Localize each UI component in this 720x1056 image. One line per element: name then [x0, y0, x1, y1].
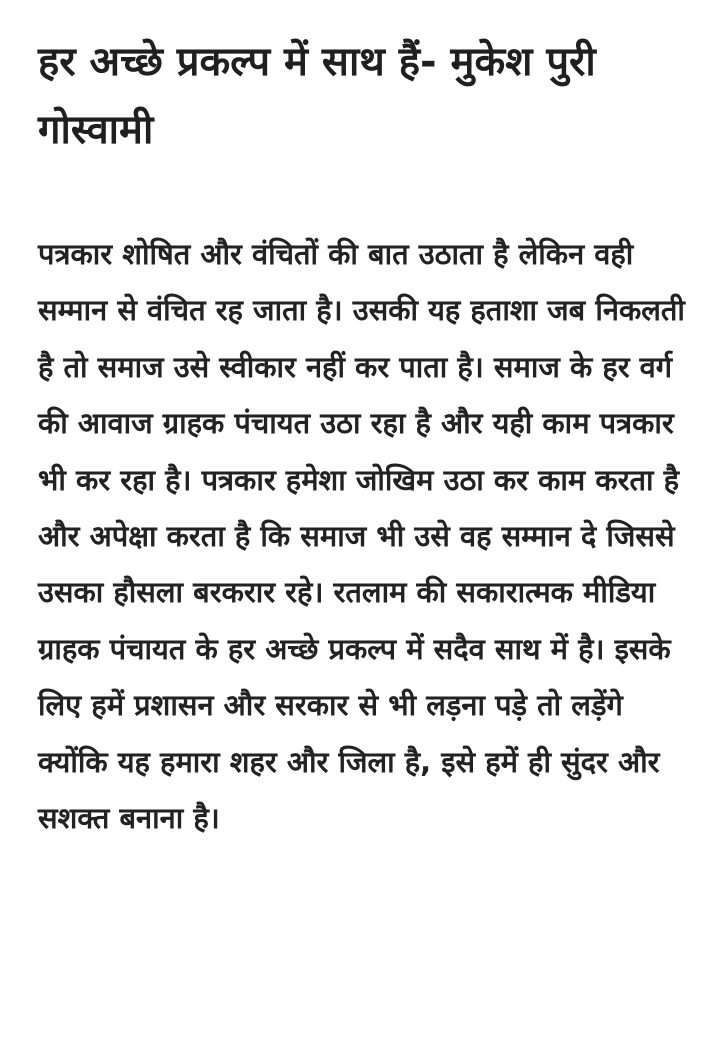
news-article: [38, 28, 686, 846]
article-headline: हर अच्छे प्रकल्प में साथ हैं- मुकेश पुरी गोस्वामी: [38, 39, 596, 153]
article-body: पत्रकार शोषित और वंचितों की बात उठाता है लेकिन वही सम्मान से वंचित रह जाता है। उसकी यह हताशा जब निकलती है तो समाज उसे स्वीकार नहीं कर पाता है। समाज के हर वर्ग की आवाज ग्राहक पंचायत उठा रहा है और यही काम पत्रकार भी कर रहा है। पत्रकार हमेशा जोखिम उठा कर काम करता है और अपेक्षा करता है कि समाज भी उसे वह सम्मान दे जिससे उसका हौसला बरकरार रहे। रतलाम की सकारात्मक मीडिया ग्राहक पंचायत के हर अच्छे प्रकल्प में सदैव साथ में है। इसके लिए हमें प्रशासन और सरकार से भी लड़ना पड़े तो लड़ेंगे क्योंकि यह हमारा शहर और जिला है, इसे हमें ही सुंदर और सशक्त बनाना है।: [38, 237, 685, 836]
